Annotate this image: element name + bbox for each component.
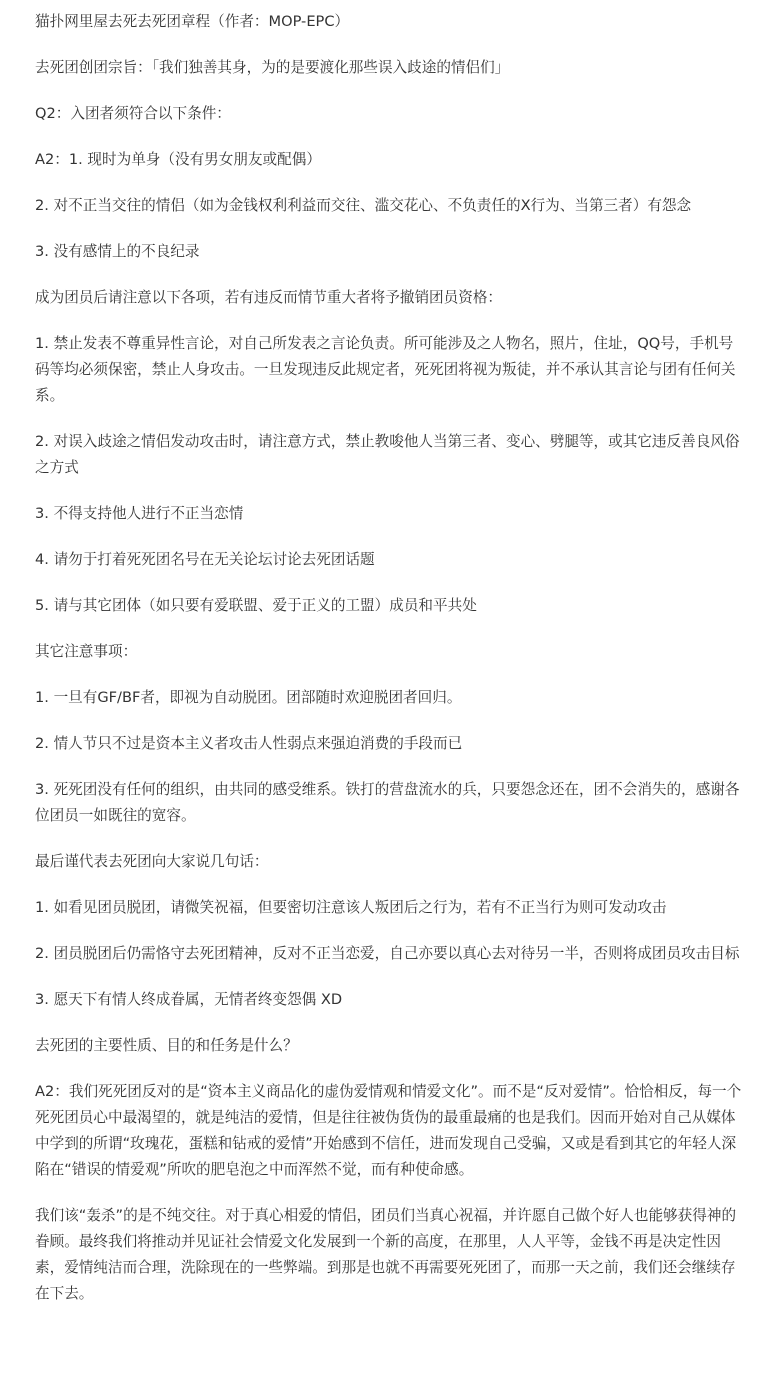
paragraph: 3. 死死团没有任何的组织，由共同的感受维系。铁打的营盘流水的兵，只要怨念还在，团不会消失的，感谢各位团员一如既往的宽容。	[35, 781, 740, 824]
paragraph: A2：我们死死团反对的是“资本主义商品化的虚伪爱情观和情爱文化”。而不是“反对爱情”。恰恰相反，每一个死死团员心中最渴望的，就是纯洁的爱情，但是往往被伪货伪的最重最痛的也是我们。因而开始对自己从媒体中学到的所谓“玫瑰花，蛋糕和钻戒的爱情”开始感到不信任，进而发现自己受骗，又或是看到其它的年轻人深陷在“错误的情爱观”所吹的肥皂泡之中而浑然不觉，而有种使命感。	[35, 1083, 742, 1178]
paragraph: 成为团员后请注意以下各项，若有违反而情节重大者将予撤销团员资格：	[35, 289, 503, 306]
paragraph: 5. 请与其它团体（如只要有爱联盟、爱于正义的工盟）成员和平共处	[35, 597, 477, 614]
paragraph: 1. 如看见团员脱团，请微笑祝福，但要密切注意该人叛团后之行为，若有不正当行为则可发动攻击	[35, 899, 667, 916]
paragraph: 去死团的主要性质、目的和任务是什么？	[35, 1037, 298, 1054]
article-title: 猫扑网里屋去死去死团章程（作者：MOP-EPC）	[35, 13, 350, 30]
paragraph: 3. 不得支持他人进行不正当恋情	[35, 505, 244, 522]
paragraph: 最后谨代表去死团向大家说几句话：	[35, 853, 269, 870]
paragraph: 其它注意事项：	[35, 643, 138, 660]
paragraph: 4. 请勿于打着死死团名号在无关论坛讨论去死团话题	[35, 551, 375, 568]
paragraph: 3. 愿天下有情人终成眷属，无情者终变怨偶 XD	[35, 991, 343, 1008]
paragraph: 2. 对误入歧途之情侣发动攻击时，请注意方式，禁止教唆他人当第三者、变心、劈腿等，或其它违反善良风俗之方式	[35, 433, 740, 476]
paragraph: 我们该“轰杀”的是不纯交往。对于真心相爱的情侣，团员们当真心祝福，并许愿自己做个好人也能够获得神的眷顾。最终我们将推动并见证社会情爱文化发展到一个新的高度，在那里，人人平等，金钱不再是决定性因素，爱情纯洁而合理，洗除现在的一些弊端。到那是也就不再需要死死团了，而那一天之前，我们还会继续存在下去。	[35, 1207, 737, 1302]
article-body	[35, 9, 745, 1307]
paragraph: 2. 情人节只不过是资本主义者攻击人性弱点来强迫消费的手段而已	[35, 735, 463, 752]
paragraph: 2. 对不正当交往的情侣（如为金钱权利利益而交往、滥交花心、不负责任的X行为、当第三者）有怨念	[35, 197, 692, 214]
paragraph: 3. 没有感情上的不良纪录	[35, 243, 200, 260]
paragraph: 去死团创团宗旨：「我们独善其身，为的是要渡化那些误入歧途的情侣们」	[35, 59, 510, 76]
paragraph: 1. 一旦有GF/BF者，即视为自动脱团。团部随时欢迎脱团者回归。	[35, 689, 462, 706]
paragraph: Q2：入团者须符合以下条件：	[35, 105, 231, 122]
paragraph: 1. 禁止发表不尊重异性言论，对自己所发表之言论负责。所可能涉及之人物名，照片，住址，QQ号，手机号码等均必须保密，禁止人身攻击。一旦发现违反此规定者，死死团将视为叛徒，并不承认其言论与团有任何关系。	[35, 335, 736, 404]
paragraph: 2. 团员脱团后仍需恪守去死团精神，反对不正当恋爱，自己亦要以真心去对待另一半，否则将成团员攻击目标	[35, 945, 740, 962]
paragraph: A2：1. 现时为单身（没有男女朋友或配偶）	[35, 151, 321, 168]
